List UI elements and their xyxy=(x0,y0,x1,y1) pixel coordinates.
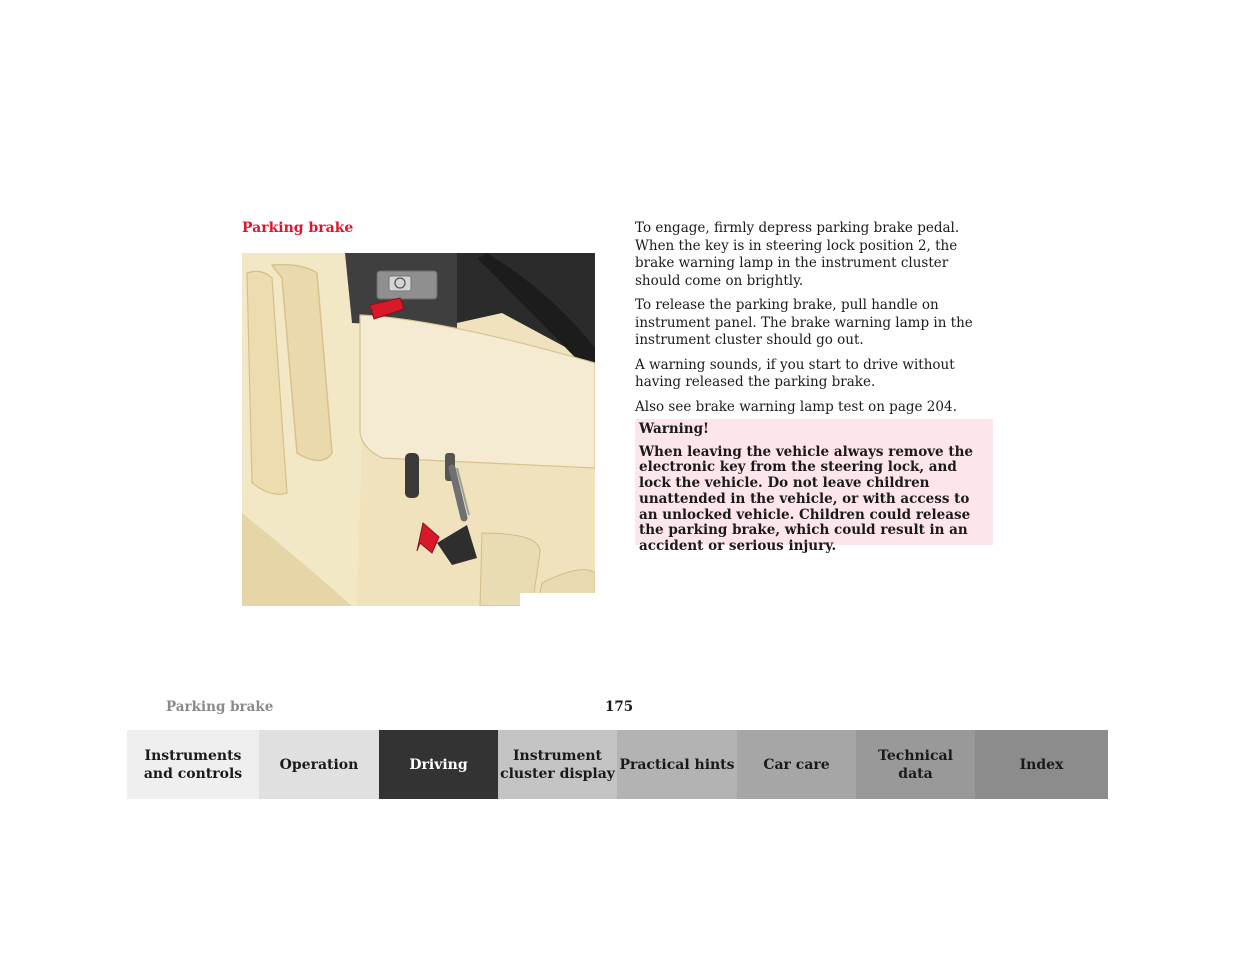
warning-text: When leaving the vehicle always remove the electronic key from the steering lock, and lock the vehicle. Do not leave children unattended in the vehicle, or with access to an unlocked vehicle. Children could release the parking brake, which could result in an accident or serious injury. xyxy=(639,443,973,554)
body-text xyxy=(635,220,995,423)
tab-index[interactable]: Index xyxy=(975,730,1108,799)
tab-car-care[interactable]: Car care xyxy=(737,730,856,799)
tab-instrument-cluster-display[interactable]: Instrument cluster display xyxy=(498,730,617,799)
paragraph-release: To release the parking brake, pull handle on instrument panel. The brake warning lamp in the instrument cluster should go out. xyxy=(635,297,973,348)
tab-instruments-and-controls[interactable]: Instruments and controls xyxy=(127,730,259,799)
chapter-tabbar xyxy=(127,730,1108,799)
paragraph-see-also: Also see brake warning lamp test on page 204. xyxy=(635,398,957,415)
tab-technical-data[interactable]: Technical data xyxy=(856,730,975,799)
parking-brake-illustration xyxy=(242,253,595,606)
tab-operation[interactable]: Operation xyxy=(259,730,379,799)
warning-title: Warning! xyxy=(639,421,709,437)
warning-box xyxy=(635,419,993,554)
page-number: 175 xyxy=(605,699,634,715)
section-title: Parking brake xyxy=(242,220,354,236)
paragraph-warning-sound: A warning sounds, if you start to drive without having released the parking brake. xyxy=(635,356,955,390)
paragraph-engage: To engage, firmly depress parking brake pedal. When the key is in steering lock position 2, the brake warning lamp in the instrument cluster should come on brightly. xyxy=(635,220,960,289)
footer-section-title: Parking brake xyxy=(166,699,274,715)
tab-driving[interactable]: Driving xyxy=(379,730,498,799)
tab-practical-hints[interactable]: Practical hints xyxy=(617,730,737,799)
